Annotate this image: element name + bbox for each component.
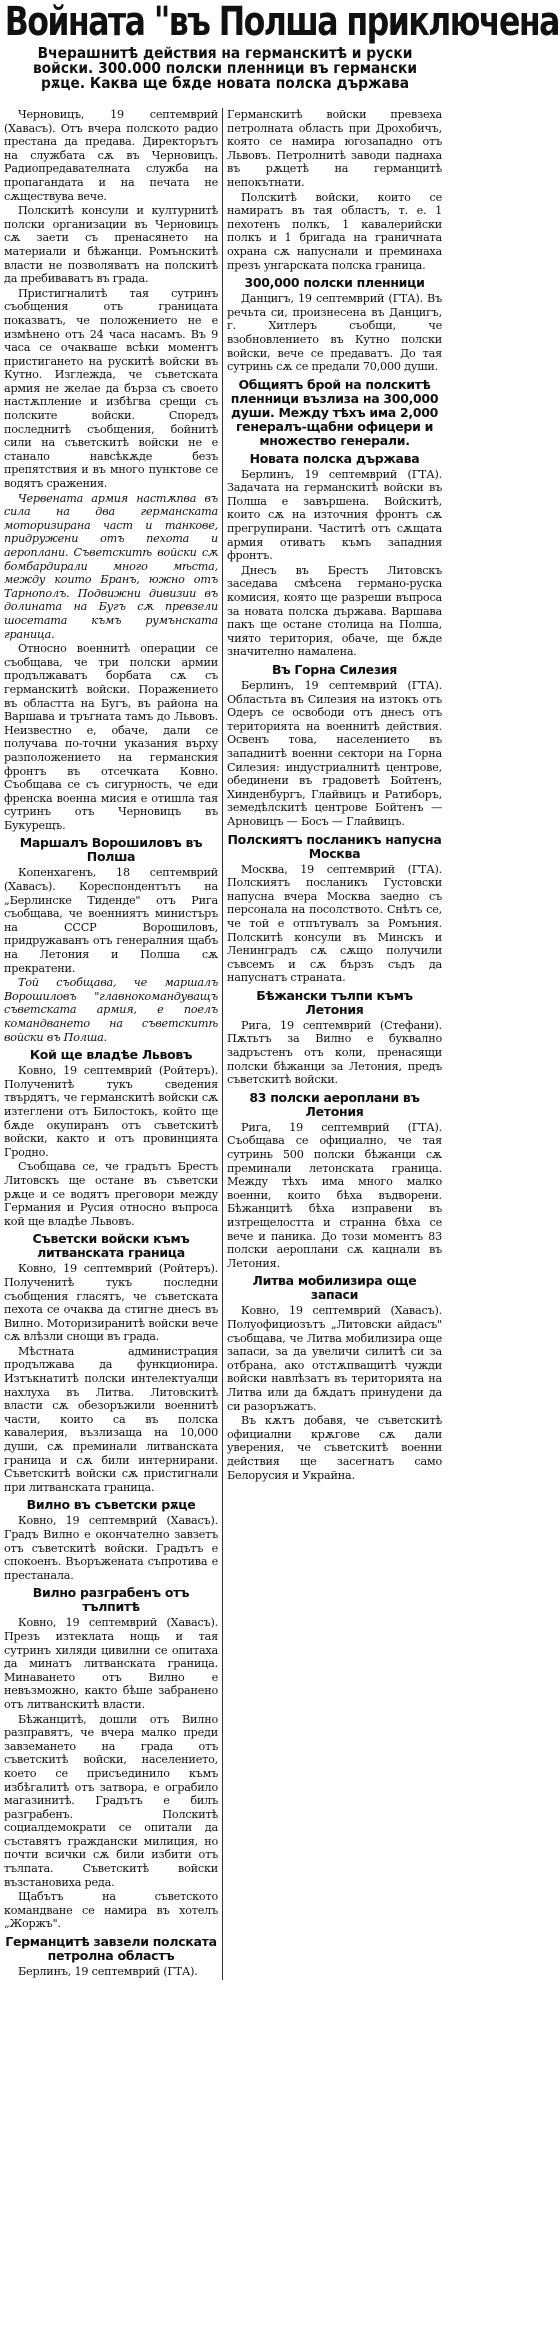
section-heading: Кой ще владѣе Львовъ [29, 1047, 193, 1063]
article-paragraph: Полскитѣ войски, които се намиратъ въ тая областъ, т. е. 1 пехотенъ полкъ, 1 кавалерийски полкъ и 1 бригада на граничната охрана сѫ напуснали и преминаха презъ унгарската полска граница. [227, 190, 442, 272]
article-paragraph: Ковно, 19 септемврий (Ройтеръ). Полученитѣ тукъ сведения твърдятъ, че германскитѣ войски сѫ изтеглени отъ Билостокъ, който ще бѫде окупиранъ отъ съветскитѣ войски, както и отъ провинцията Гродно. [4, 1064, 218, 1159]
section-heading: 300,000 полски пленници [244, 275, 425, 291]
article-paragraph: Берлинъ, 19 септемврий (ГТА). Задачата на германскитѣ войски въ Полша е завършена. Войскитѣ, които сѫ на източния фронтъ сѫ прегрупирани. Частитѣ отъ сѫщата армия отиватъ къмъ западния фронтъ. [227, 467, 442, 563]
section-heading: Вилно разграбенъ отъ тълпитѣ [32, 1585, 190, 1615]
section-heading: Вилно въ съветски рѫце [26, 1497, 196, 1513]
article-paragraph: Берлинъ, 19 септемврий (ГТА). [18, 1965, 198, 1979]
section-heading: Бѣжански тълпи къмъ Летония [256, 987, 413, 1017]
article-paragraph: Мѣстната администрация продължава да функционира. Изтъкнатитѣ полски интелектуалци нахлуха въ Литва. Литовскитѣ власти сѫ обезоръжили военнитѣ части, които са въ полска кавалерия, възлизаща на 10,000 души, сѫ преминали литванската граница и сѫ били интернирани. Съветскитѣ войски сѫ пристигнали при литванската граница. [4, 1344, 218, 1494]
article-paragraph: Пристигналитѣ тая сутринъ съобщения отъ границата показватъ, че положението не е измѣнено отъ 24 часа насамъ. Въ 9 часа се очакваше всѣки моментъ пристигането на рускитѣ войски въ Кутно. Изглежда, че съветската армия не желае да бърза съ своето настѫпление и избѣгва срещи съ полските войски. Споредъ последнитѣ съобщения, бойнитѣ сили на съветскитѣ войски не е станало навсѣкѫде безъ препятствия и въ много пунктове се водятъ сражения. [4, 286, 218, 491]
left-column [0, 108, 223, 1980]
section-heading: Маршалъ Ворошиловъ въ Полша [19, 835, 203, 865]
article-paragraph: Ковно, 19 септемврий (Ройтеръ). Полученитѣ тукъ последни съобщения гласятъ, че съветската пехота се очаква да стигне днесъ въ Вилно. Моторизиранитѣ войски вече сѫ влѣзли снощи въ града. [4, 1262, 218, 1344]
article-paragraph: Ковно, 19 септемврий (Хавасъ). Презъ изтеклата нощь и тая сутринъ хиляди цивилни се опитаха да минатъ литванската граница. Минаването отъ Вилно е невъзможно, както бѣше забранено отъ литванскитѣ власти. [4, 1616, 218, 1711]
section-heading: Полскиятъ посланикъ напусна Москва [227, 831, 442, 861]
article-paragraph: Германскитѣ войски превзеха петролната область при Дрохобичъ, която се намира югозападно отъ Львовъ. Петролнитѣ заводи паднаха въ рѫцетѣ на германцитѣ непокътнати. [227, 108, 442, 189]
article-paragraph: Берлинъ, 19 септемврий (ГТА). Областьта въ Силезия на изтокъ отъ Одеръ се освободи отъ днесъ отъ територията на военнитѣ действия. Освенъ това, населението въ западнитѣ военни сектори на Горна Силезия: индустриалнитѣ центрове, обединени въ градоветѣ Бойтенъ, Хинденбургъ, Глайвицъ и Ратиборъ, земедѣлскитѣ центрове Бойтенъ — Арновицъ — Босъ — Глайвицъ. [227, 679, 442, 828]
article-paragraph: Съобщава се, че градътъ Брестъ Литовскъ ще остане въ съветски рѫце и се водятъ преговори между Германия и Русия относно въпроса кой ще владѣе Львовъ. [4, 1160, 218, 1228]
article-paragraph: Рига, 19 септемврий (Стефани). Пѫтьтъ за Вилно е буквално задръстенъ отъ коли, пренасящи полски бѣжанци за Летония, предъ съветскитѣ войски. [227, 1018, 442, 1087]
section-heading: Въ Горна Силезия [271, 662, 397, 677]
article-paragraph: Щабътъ на съветското командване се намира въ хотелъ „Жоржъ". [4, 1890, 218, 1931]
article-paragraph: Относно военнитѣ операции се съобщава, че три полски армии продължаватъ борбата сѫ съ германскитѣ войски. Поражението въ областта на Бугъ, въ района на Варшава и тръгната тамъ до Львовъ. Неизвестно е, обаче, дали се получава по-точни указания върху разположението на германския фронтъ въ отсечката Ковно. Съобщава се съ сигурность, че еди френска военна мисия е отишла тая сутринъ отъ Черновицъ въ Букурещъ. [4, 642, 218, 832]
section-heading: Съветски войски къмъ литванската граница [32, 1231, 190, 1261]
article-columns [0, 108, 450, 1980]
subheadline: Вчерашнитѣ действия на германскитѣ и руски войски. 300.000 полски пленници въ германски рѫце. Каква ще бѫде новата полска държава [32, 44, 418, 92]
article-paragraph: Въ кѫтъ добавя, че съветскитѣ официални крѫгове сѫ дали уверения, че съветскитѣ военни действия ще засегнатъ само Белорусия и Украйна. [227, 1414, 442, 1482]
article-paragraph: Червената армия настѫпва въ сила на два германската моторизирана част и танкове, придружени отъ пехота и аероплани. Съветскитѣ войски сѫ бомбардирали много мѣста, между които Бранъ, южно отъ Тарнополъ. Подвижни дивизии въ долината на Бугъ сѫ превзели шосетата къмъ румънската граница. [4, 491, 218, 641]
section-heading: 83 полски аероплани въ Летония [249, 1089, 420, 1119]
article-paragraph: Ковно, 19 септемврий (Хавасъ). Полуофициозътъ „Литовски айдасъ" съобщава, че Литва мобилизира още запаси, за да увеличи силитѣ си за отбрана, ако отстѫпващитѣ чужди войски навлѣзатъ въ територията на Литва или да бѫдатъ принудени да си разоръжатъ. [227, 1304, 442, 1413]
article-paragraph: Днесъ въ Брестъ Литовскъ заседава смѣсена германо-руска комисия, която ще разреши въпроса за новата полска държава. Варшава пакъ ще остане столица на Полша, чиято територия, обаче, ще бѫде значително намалена. [227, 563, 442, 659]
article-paragraph: Данцигъ, 19 септемврий (ГТА). Въ речьта си, произнесена въ Данцигъ, г. Хитлеръ съобщи, че взобновлението въ Кутно полски войски, вече се предаватъ. До тая сутринь сѫ се предали 70,000 души. [227, 292, 442, 374]
article-paragraph: Москва, 19 септемврий (ГТА). Полскиятъ посланикъ Густовски напусна вчера Москва заедно съ персонала на посолството. Снѣтъ се, че той е отпътувалъ за Ромъния. Полскитѣ консули въ Минскъ и Ленинградъ сѫ сѫщо получили съвсемъ и сѫ бързъ съдъ да напуснатъ страната. [227, 862, 442, 985]
article-paragraph: Ковно, 19 септемврий (Хавасъ). Градъ Вилно е окончателно завзетъ отъ съветскитѣ войски. Градътъ е спокоенъ. Въоръжената съпротива е престанала. [4, 1514, 218, 1582]
section-heading: Общиятъ брой на полскитѣ пленници възлиза на 300,000 души. Между тѣхъ има 2,000 генералъ-щабни офицери и множество генерали. [230, 376, 439, 448]
section-heading: Новата полска държава [249, 450, 420, 466]
right-column [223, 108, 446, 1980]
article-paragraph: Рига, 19 септемврий (ГТА). Съобщава се официално, че тая сутринь 500 полски бѣжанци сѫ преминали летонската граница. Между тѣхъ има много малко военни, които бѣха въдворени. Бѣжанцитѣ бѣха изправени въ изтрещелостта и странна бѣха се вече и паника. До този моментъ 83 полски аероплани сѫ кацнали въ Летония. [227, 1120, 442, 1270]
section-heading: Германцитѣ завзели полската петролна областъ [5, 1934, 217, 1964]
article-paragraph: Копенхагенъ, 18 септемврий (Хавасъ). Кореспондентътъ на „Берлинске Тиденде" отъ Рига съобщава, че военниятъ министъръ на СССР Ворошиловъ, придружаванъ отъ генералния щабъ на Летония и Полша сѫ прекратени. [4, 866, 218, 975]
article-paragraph: Бѣжанцитѣ, дошли отъ Вилно разправятъ, че вчера малко преди завземането на града отъ съветскитѣ войски, населението, което се присъединило къмъ избѣгалитѣ отъ затвора, е ограбило магазинитѣ. Градътъ е билъ разграбенъ. Полскитѣ социалдемократи се опитали да съставятъ граждански милиция, но почти всички сѫ били избити отъ тълпата. Съветскитѣ войски възстановиха реда. [4, 1712, 218, 1889]
article-paragraph: Полскитѣ консули и културнитѣ полски организации въ Черновицъ сѫ заети съ пренасянето на материали и бѣжанци. Ромънскитѣ власти не позволяватъ на полскитѣ да пребиваватъ въ града. [4, 204, 218, 286]
article-paragraph: Черновицъ, 19 септемврий (Хавасъ). Отъ вчера полското радио престана да предава. Директорътъ на службата сѫ въ Черновицъ. Радиопредавателната служба на пропагандата и на печата не сѫществува вече. [4, 108, 218, 203]
section-heading: Литва мобилизира още запаси [252, 1273, 417, 1303]
article-paragraph: Той съобщава, че маршалъ Ворошиловъ "главнокомандуващъ съветската армия, е поелъ командването на съветскитѣ войски въ Полша. [4, 976, 218, 1044]
headline: Войната "въ Полша приключена [4, 0, 559, 45]
